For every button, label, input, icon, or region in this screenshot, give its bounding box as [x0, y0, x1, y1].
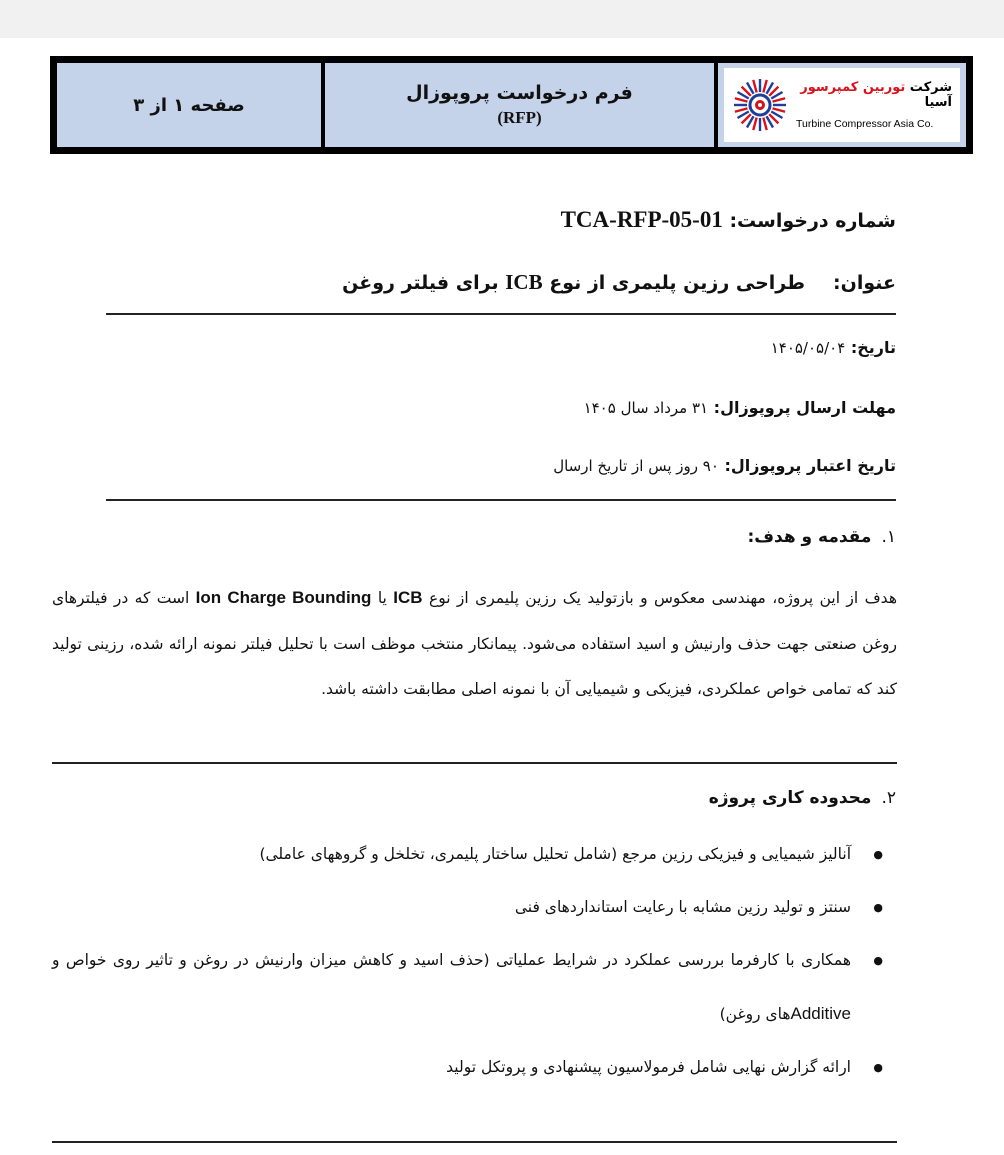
company-logo — [724, 68, 960, 142]
viewer-top-bar — [0, 0, 1004, 38]
date-label: تاریخ: — [845, 338, 896, 357]
company-name-en: Turbine Compressor Asia Co. — [796, 118, 934, 130]
section-1-title: مقدمه و هدف: — [747, 527, 872, 547]
list-item: ● سنتز و تولید رزین مشابه با رعایت استانداردهای فنی — [52, 881, 897, 934]
list-item: ● آنالیز شیمیایی و فیزیکی رزین مرجع (شامل تحلیل ساختار پلیمری، تخلخل و گروههای عاملی) — [52, 828, 897, 881]
section-2-heading — [709, 788, 896, 808]
deadline-row — [584, 398, 896, 417]
form-title-fa: فرم درخواست پروپوزال — [406, 82, 633, 104]
validity-value: ۹۰ روز پس از تاریخ ارسال — [553, 457, 719, 475]
divider — [106, 499, 896, 501]
validity-row — [553, 456, 896, 475]
scope-list — [52, 828, 897, 1094]
date-row — [771, 338, 896, 357]
form-title-en: (RFP) — [497, 108, 542, 127]
logo-cell — [718, 63, 966, 147]
form-header-table — [50, 56, 973, 154]
list-item: ● ارائه گزارش نهایی شامل فرمولاسیون پیشنهادی و پروتکل تولید — [52, 1041, 897, 1094]
validity-label: تاریخ اعتبار پروپوزال: — [718, 456, 896, 475]
company-name-fa: شرکت توربین کمپرسور آسیا — [800, 80, 952, 110]
page-number-cell — [57, 63, 321, 147]
form-title-cell — [325, 63, 714, 147]
section-1-heading — [747, 527, 896, 547]
section-1-number: ۱. — [881, 527, 896, 547]
turbine-logo-icon — [732, 77, 788, 133]
page-number: صفحه ۱ از ۳ — [133, 94, 245, 116]
divider — [52, 1141, 897, 1143]
list-item: ● همکاری با کارفرما بررسی عملکرد در شرایط عملیاتی (حذف اسید و کاهش میزان وارنیش در روغن و تاثیر روی خواص و Additiveهای روغن) — [52, 934, 897, 1041]
section-2-number: ۲. — [881, 788, 896, 808]
divider — [52, 762, 897, 764]
divider — [106, 313, 896, 315]
subject-label: عنوان: — [833, 272, 896, 294]
section-2-title: محدوده کاری پروژه — [708, 788, 872, 808]
date-value: ۱۴۰۵/۰۵/۰۴ — [770, 339, 846, 357]
request-number — [561, 207, 896, 233]
request-number-label: شماره درخواست: — [722, 210, 896, 232]
deadline-value: ۳۱ مرداد سال ۱۴۰۵ — [583, 399, 709, 417]
section-1-paragraph: هدف از این پروژه، مهندسی معکوس و بازتولید یک رزین پلیمری از نوع ICB یا Ion Charge Bounding است که در فیلترهای روغن صنعتی جهت حذف وارنیش و اسید استفاده می‌شود. پیمانکار منتخب موظف است با تحلیل فیلتر نمونه ارائه شده، رزینی تولید کند که تمامی خواص عملکردی، فیزیکی و شیمیایی آن با نمونه اصلی مطابقت داشته باشد. — [52, 588, 897, 698]
request-number-value: TCA-RFP-05-01 — [560, 207, 723, 232]
deadline-label: مهلت ارسال پروپوزال: — [708, 398, 896, 417]
request-subject: عنوان:طراحی رزین پلیمری از نوع ICB برای فیلتر روغن — [342, 270, 896, 294]
